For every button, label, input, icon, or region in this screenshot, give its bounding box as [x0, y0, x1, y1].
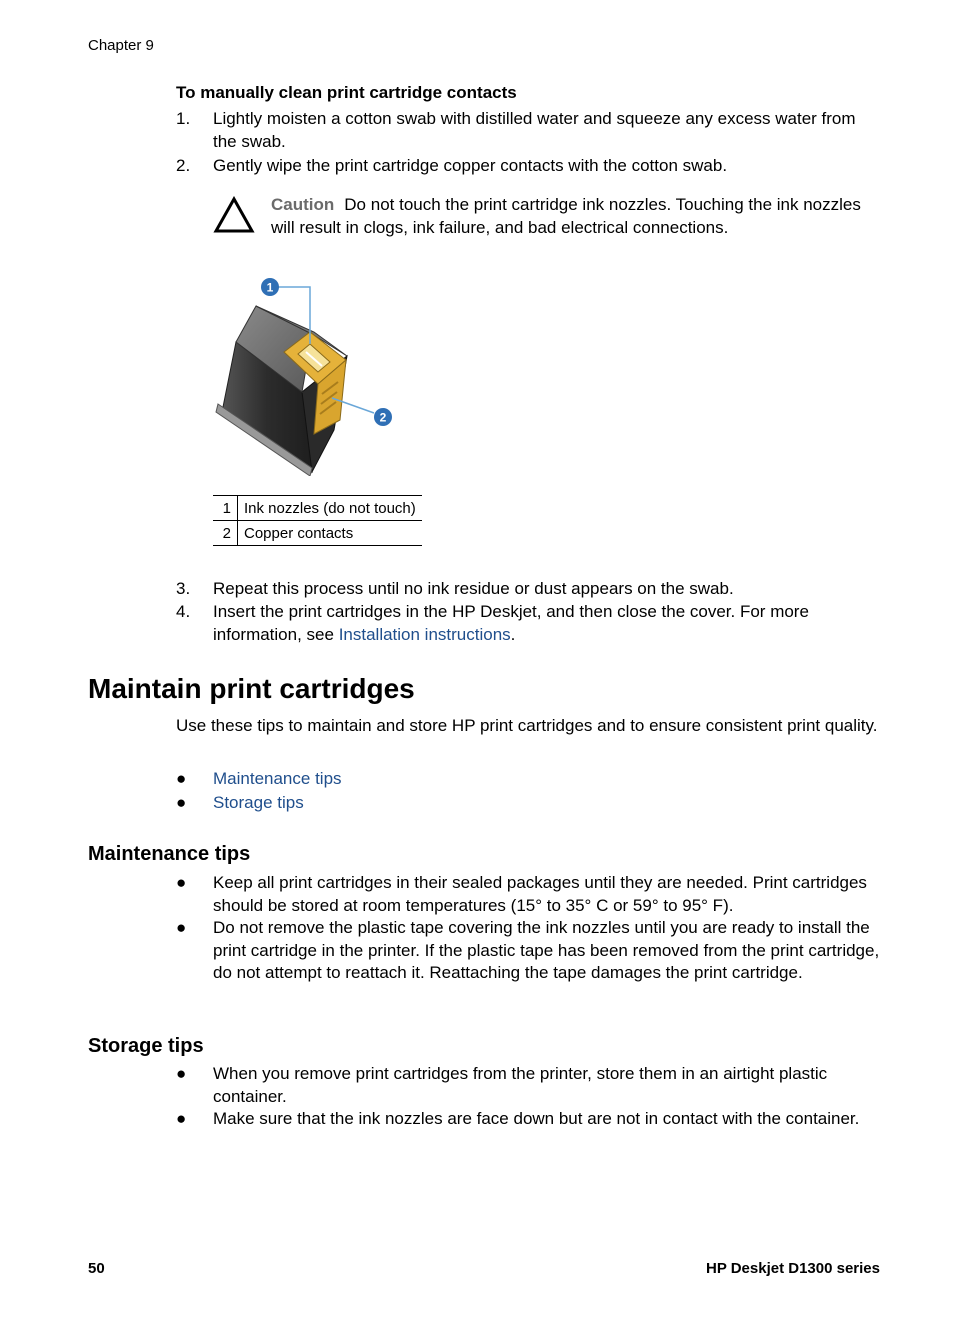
step-text: Lightly moisten a cotton swab with distilled water and squeeze any excess water from the swab. [213, 109, 856, 151]
legend-number: 1 [213, 496, 238, 521]
tip-text: Keep all print cartridges in their sealed packages until they are needed. Print cartridges should be stored at room temperatures (15° to 35° C or 59° to 95° F). [213, 873, 867, 915]
callout-2 [374, 408, 392, 426]
step-text [213, 601, 878, 646]
bullet: ● [176, 769, 187, 788]
section-intro: Use these tips to maintain and store HP print cartridges and to ensure consistent print quality. [176, 716, 878, 735]
storage-tips-link[interactable]: Storage tips [213, 793, 304, 812]
figure-legend [213, 495, 422, 546]
bullet: ● [176, 1064, 187, 1083]
step-text: Gently wipe the print cartridge copper contacts with the cotton swab. [213, 156, 728, 175]
tip-text: Do not remove the plastic tape covering the ink nozzles until you are ready to install the print cartridge in the printer. If the plastic tape has been removed from the print cartridge, do not attempt to reattach it. Reattaching the tape damages the print cartridge. [213, 918, 880, 982]
step-number: 3. [176, 579, 191, 598]
chapter-header: Chapter 9 [88, 37, 154, 54]
page-number: 50 [88, 1260, 105, 1277]
caution-text: Do not touch the print cartridge ink nozzles. Touching the ink nozzles will result in clogs, ink failure, and bad electrical connections. [271, 195, 861, 237]
maintenance-tips-heading: Maintenance tips [88, 843, 251, 865]
print-cartridge-illustration [214, 272, 404, 476]
step-number: 2. [176, 156, 191, 175]
step-text-before-link: Insert the print cartridges in the HP Deskjet, and then close the cover. For more information, see [213, 602, 809, 644]
bullet: ● [176, 873, 187, 892]
product-name: HP Deskjet D1300 series [705, 1260, 880, 1277]
callout-1-label: 1 [266, 280, 274, 295]
tip-text: When you remove print cartridges from the printer, store them in an airtight plastic container. [213, 1064, 828, 1106]
maintenance-tips-link[interactable]: Maintenance tips [213, 769, 342, 788]
legend-number: 2 [213, 521, 238, 546]
storage-tips-heading: Storage tips [88, 1035, 204, 1057]
step-number: 4. [176, 602, 191, 621]
step-number: 1. [176, 109, 191, 128]
legend-label: Copper contacts [238, 521, 422, 546]
tip-text: Make sure that the ink nozzles are face down but are not in contact with the container. [213, 1109, 860, 1128]
callout-2-label: 2 [379, 410, 387, 425]
step-text: Repeat this process until no ink residue or dust appears on the swab. [213, 579, 734, 598]
section-title: Maintain print cartridges [88, 673, 415, 704]
installation-instructions-link[interactable]: Installation instructions [338, 624, 511, 644]
legend-row [213, 521, 422, 546]
caution-note [271, 194, 871, 239]
legend-row [213, 496, 422, 521]
caution-label: Caution [271, 195, 335, 214]
callout-1 [261, 278, 279, 296]
bullet: ● [176, 918, 187, 937]
step-text-after-link: . [510, 624, 516, 644]
bullet: ● [176, 1109, 187, 1128]
procedure-title: To manually clean print cartridge contacts [176, 83, 517, 102]
caution-icon [213, 196, 255, 234]
bullet: ● [176, 793, 187, 812]
legend-label: Ink nozzles (do not touch) [244, 500, 416, 517]
